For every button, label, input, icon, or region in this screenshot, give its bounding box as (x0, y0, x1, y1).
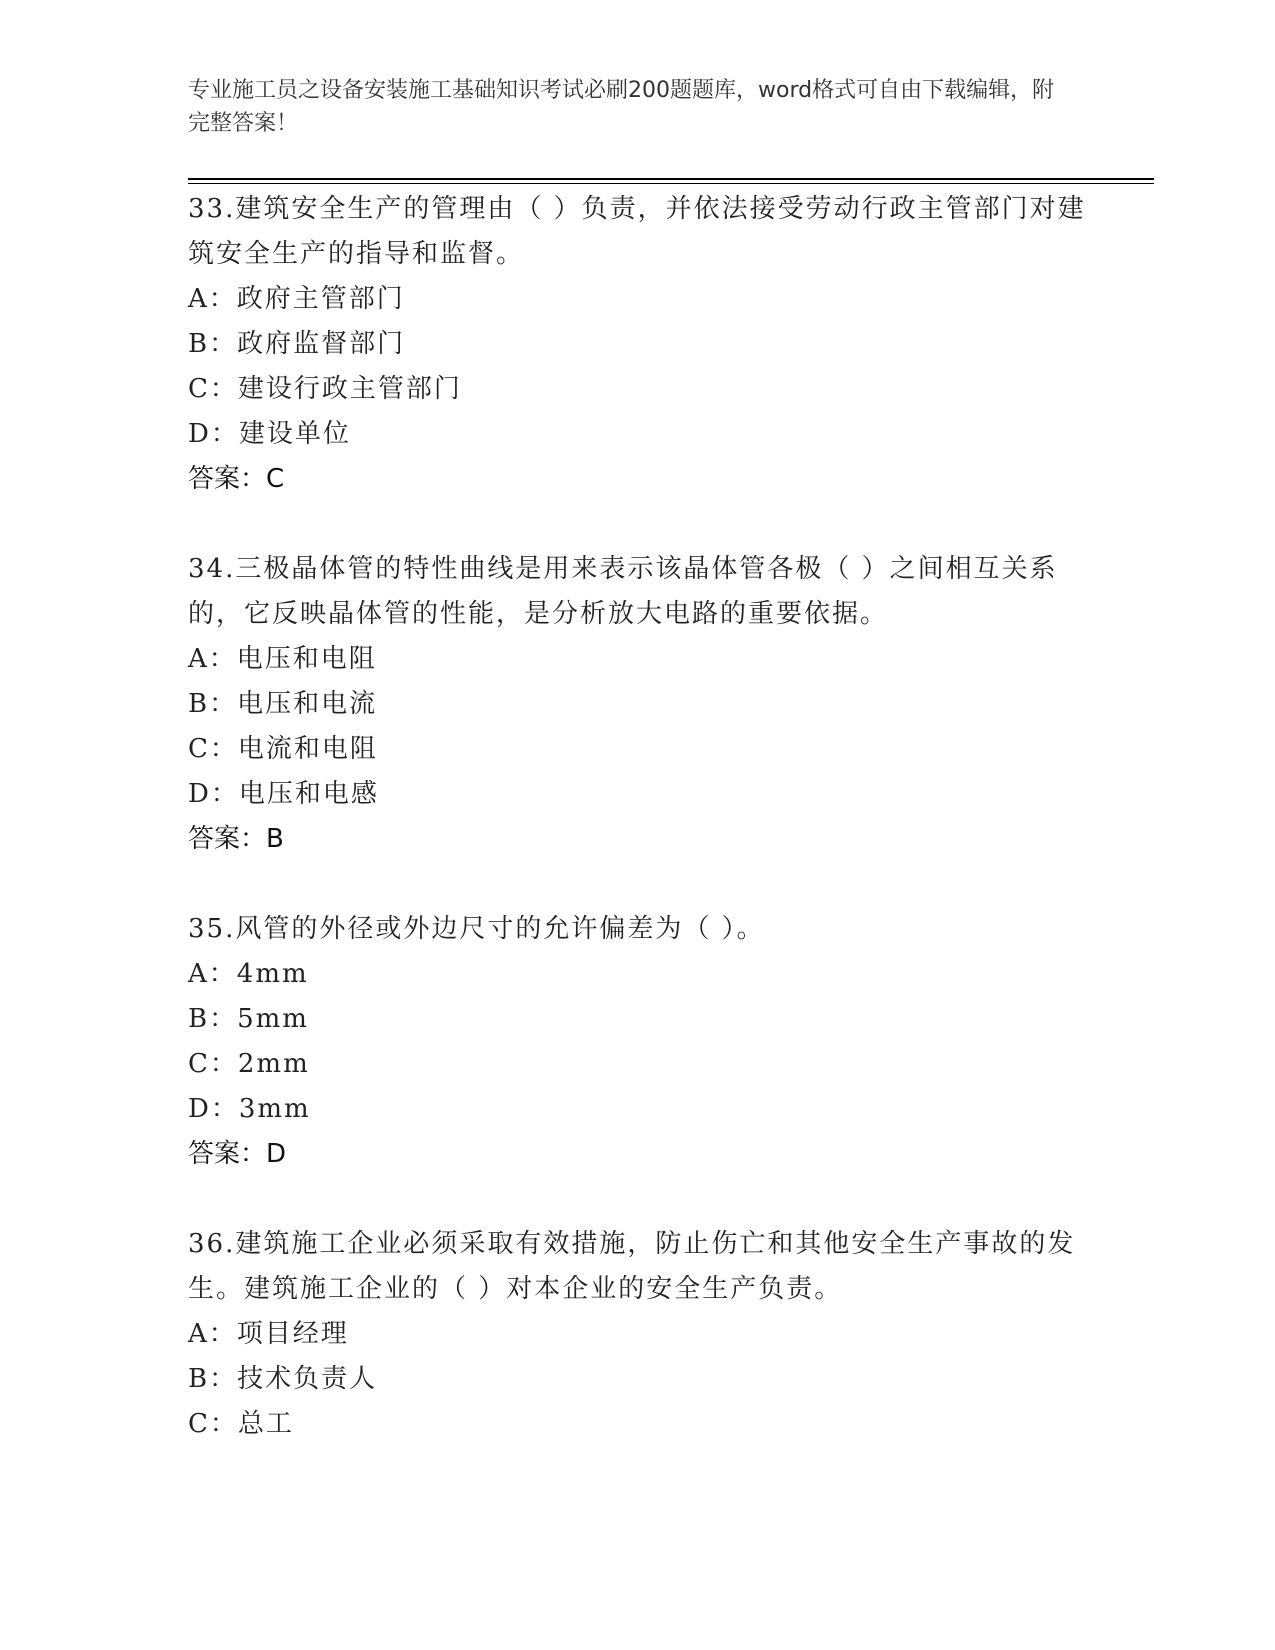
option-d: D：建设单位 (188, 419, 351, 449)
option-c: C：建设行政主管部门 (188, 374, 462, 404)
question-34 (188, 547, 1088, 862)
option-c: C：2mm (188, 1049, 310, 1079)
question-36 (188, 1222, 1088, 1447)
option-a: A：政府主管部门 (188, 284, 405, 314)
option-b: B：技术负责人 (188, 1364, 378, 1394)
option-b: B：政府监督部门 (188, 329, 406, 359)
option-a: A：电压和电阻 (188, 644, 377, 674)
option-d: D：3mm (188, 1094, 311, 1124)
document-header: 专业施工员之设备安装施工基础知识考试必刷200题题库，word格式可自由下载编辑，附完整答案！ (188, 78, 1055, 136)
question-stem: 33.建筑安全生产的管理由（ ）负责，并依法接受劳动行政主管部门对建筑安全生产的指导和监督。 (188, 194, 1086, 269)
question-35 (188, 907, 1088, 1177)
question-list (188, 187, 1088, 1492)
option-c: C：总工 (188, 1409, 294, 1439)
option-b: B：5mm (188, 1004, 309, 1034)
header-divider-thin (188, 183, 1154, 184)
question-33 (188, 187, 1088, 502)
option-a: A：项目经理 (188, 1319, 349, 1349)
question-stem: 35.风管的外径或外边尺寸的允许偏差为（ ）。 (188, 914, 765, 944)
answer-line: 答案：C (188, 464, 285, 494)
option-b: B：电压和电流 (188, 689, 378, 719)
answer-line: 答案：B (188, 824, 284, 854)
option-c: C：电流和电阻 (188, 734, 378, 764)
answer-line: 答案：D (188, 1139, 287, 1169)
option-d: D：电压和电感 (188, 779, 379, 809)
question-stem: 34.三极晶体管的特性曲线是用来表示该晶体管各极（ ）之间相互关系的，它反映晶体管的性能，是分析放大电路的重要依据。 (188, 554, 1058, 629)
header-divider-thick (188, 178, 1154, 180)
question-stem: 36.建筑施工企业必须采取有效措施，防止伤亡和其他安全生产事故的发生。建筑施工企业的（ ）对本企业的安全生产负责。 (188, 1229, 1076, 1304)
option-a: A：4mm (188, 959, 309, 989)
